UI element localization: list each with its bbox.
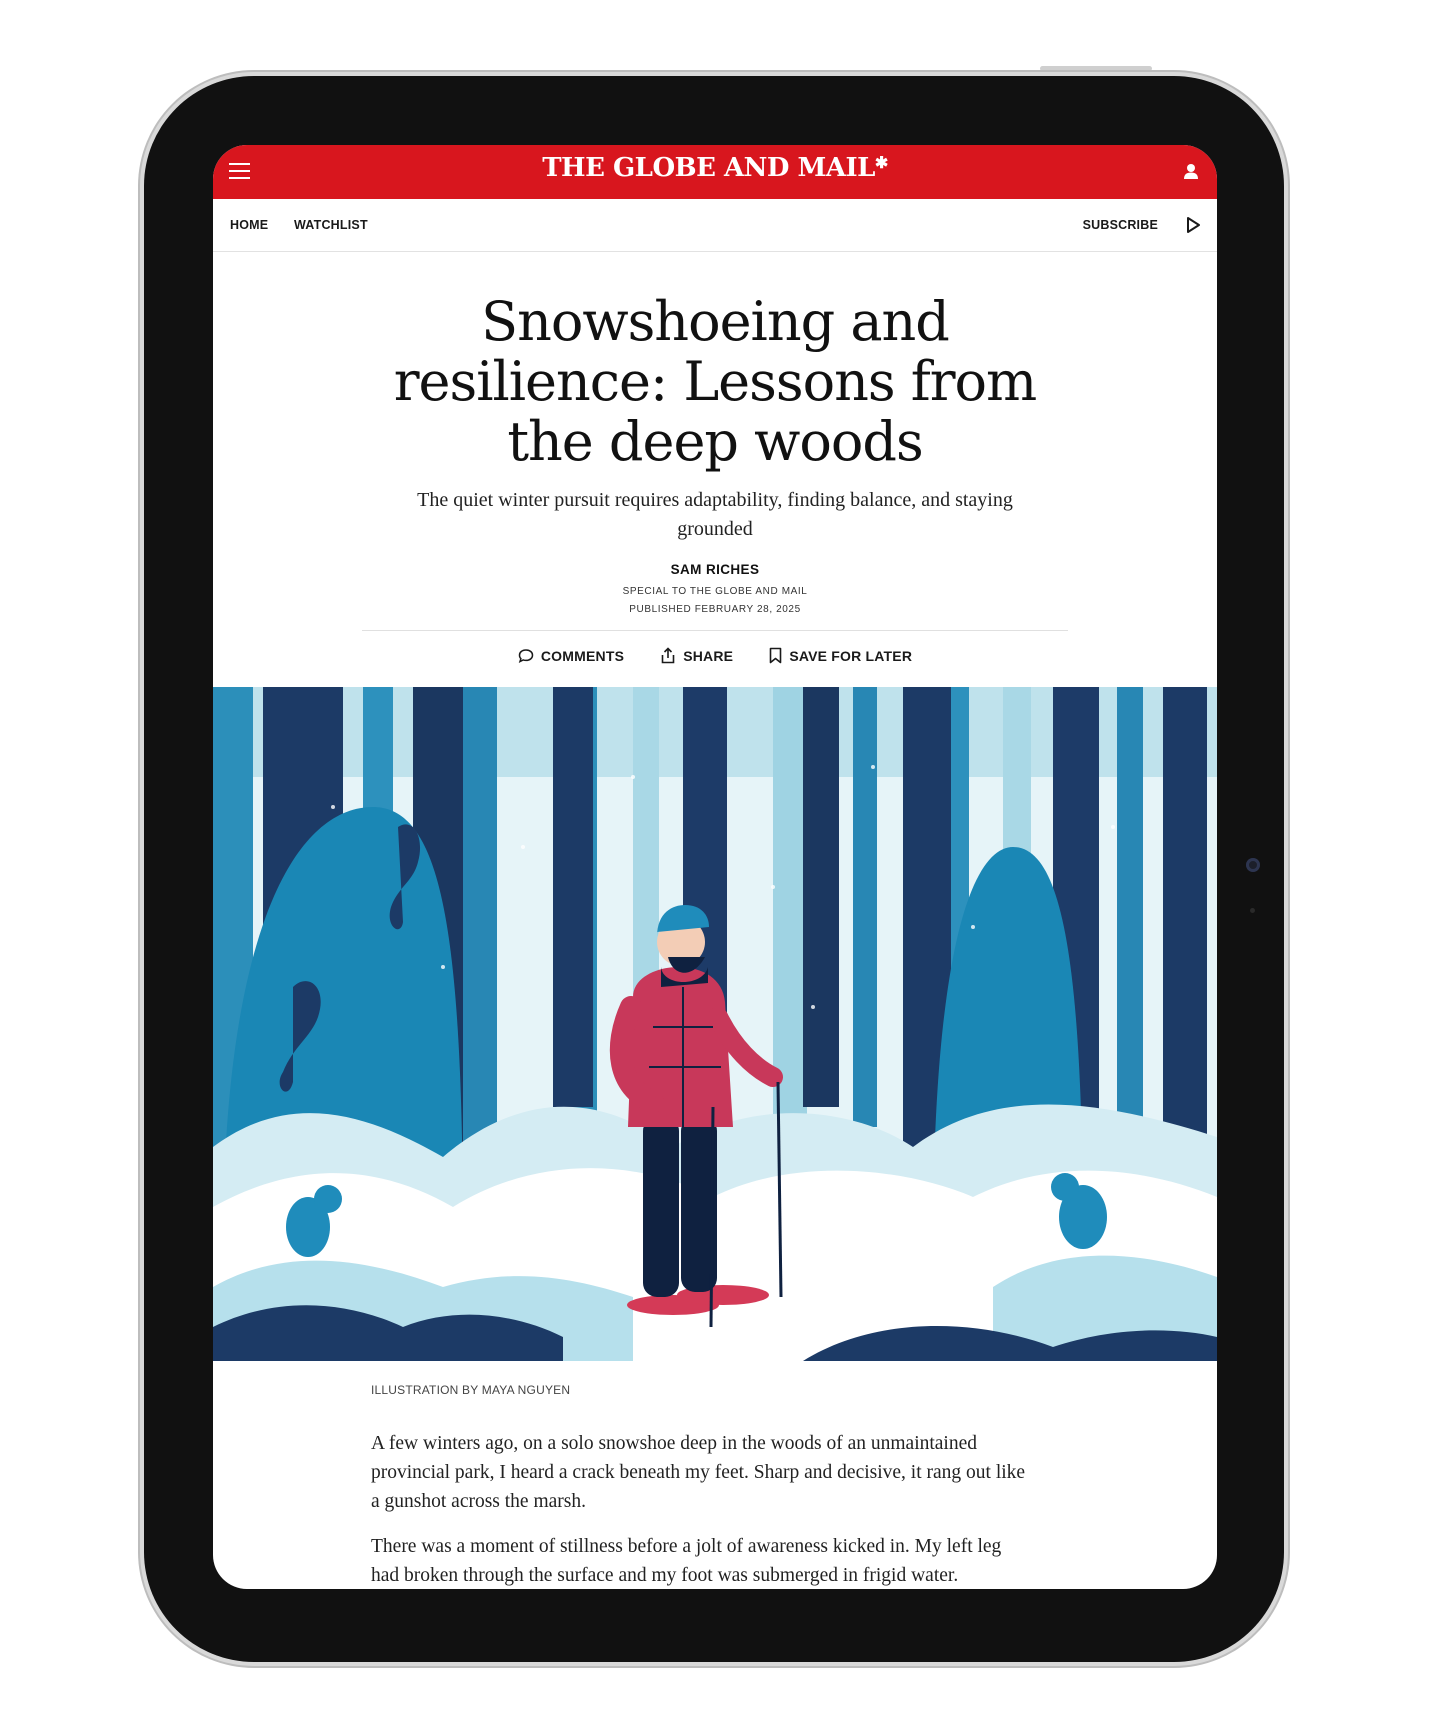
article-headline: Snowshoeing and resilience: Lessons from the deep woods xyxy=(393,290,1037,473)
paragraph: There was a moment of stillness before a jolt of awareness kicked in. My left leg had broken through the surface and my foot was submerged in frigid water. xyxy=(371,1536,1002,1586)
hero-illustration xyxy=(213,687,1217,1361)
masthead xyxy=(213,145,1217,199)
maple-leaf-icon: ✱ xyxy=(874,153,888,172)
share-label: SHARE xyxy=(683,647,734,664)
share-button[interactable] xyxy=(660,647,733,664)
device-top-button xyxy=(1040,66,1152,71)
play-icon[interactable] xyxy=(1185,216,1201,234)
subscribe-link[interactable]: SUBSCRIBE xyxy=(1082,218,1158,232)
author-name[interactable]: SAM RICHES xyxy=(670,562,760,577)
save-label: SAVE FOR LATER xyxy=(789,647,913,664)
comments-button[interactable] xyxy=(518,648,624,664)
article-body xyxy=(371,1429,1031,1589)
tablet-screen xyxy=(213,145,1217,1589)
share-icon xyxy=(660,647,676,664)
device-sensor xyxy=(1250,908,1255,913)
author-affiliation: SPECIAL TO THE GLOBE AND MAIL xyxy=(622,586,808,597)
article-actions xyxy=(213,647,1217,667)
comments-label: COMMENTS xyxy=(540,648,625,664)
user-icon[interactable] xyxy=(1183,163,1199,180)
article-dek: The quiet winter pursuit requires adaptability, finding balance, and staying grounded xyxy=(417,489,1013,540)
paragraph: A few winters ago, on a solo snowshoe deep in the woods of an unmaintained provincial park, I heard a crack beneath my feet. Sharp and decisive, it rang out like a gunshot across the marsh. xyxy=(371,1433,1026,1512)
device-camera xyxy=(1246,858,1260,872)
image-caption: ILLUSTRATION BY MAYA NGUYEN xyxy=(371,1383,571,1397)
nav-watchlist[interactable]: WATCHLIST xyxy=(294,218,368,232)
comment-icon xyxy=(518,648,534,664)
logo-text: THE GLOBE AND MAIL xyxy=(542,153,875,183)
nav-bar xyxy=(213,199,1217,252)
publish-date: PUBLISHED FEBRUARY 28, 2025 xyxy=(629,604,801,615)
bookmark-icon xyxy=(769,647,782,664)
logo[interactable] xyxy=(213,153,1217,183)
nav-home[interactable]: HOME xyxy=(230,218,269,232)
save-for-later-button[interactable] xyxy=(769,647,912,664)
divider xyxy=(362,630,1068,631)
